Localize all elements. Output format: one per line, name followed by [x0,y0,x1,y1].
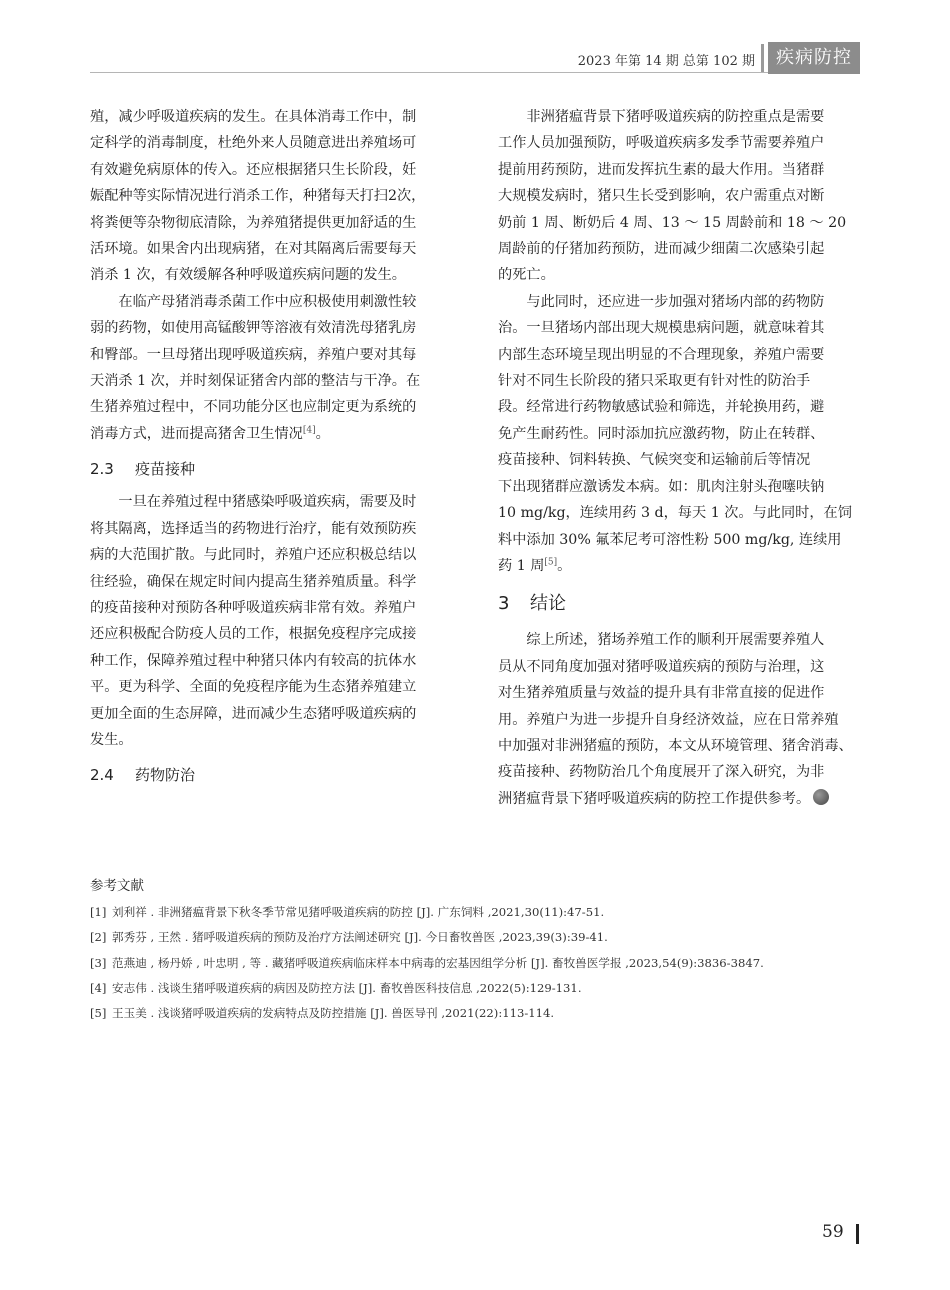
header-rule [90,72,770,73]
reference-text: 郭秀芬 , 王然 . 猪呼吸道疾病的预防及治疗方法阐述研究 [J]. 今日畜牧兽医 ,2023,39(3):39-41. [112,930,608,945]
right-column [498,104,860,812]
reference-text: 安志伟 . 浅谈生猪呼吸道疾病的病因及防控方法 [J]. 畜牧兽医科技信息 ,2022(5):129-131. [112,980,582,995]
reference-number: [4] [90,980,107,995]
reference-number: [5] [90,1006,107,1021]
article-end-icon [813,789,829,805]
heading-2-3-title: 疫苗接种 [135,460,196,479]
left-paragraph-3: 一旦在养殖过程中猪感染呼吸道疾病，需要及时 将其隔离，选择适当的药物进行治疗，能有效预防疾 病的大范围扩散。与此同时，养殖户还应积极总结以 往经验，确保在规定时间内提高生猪养殖质量。科学 的疫苗接种对预防各种呼吸道疾病非常有效。养殖户 还应积极配合防疫人员的工作，根据免疫程序完成接 种工作，保障养殖过程中种猪只体内有较高的抗体水 平。更为科学、全面的免疫程序能为生态猪养殖建立 更加全面的生态屏障，进而减少生态猪呼吸道疾病的 发生。 [90,494,417,748]
reference-number: [2] [90,930,107,945]
left-paragraph-1: 殖，减少呼吸道疾病的发生。在具体消毒工作中，制 定科学的消毒制度，杜绝外来人员随意进出养殖场可 有效避免病原体的传入。还应根据猪只生长阶段，妊 娠配种等实际情况进行消杀工作，种猪每天打扫2次， 将粪便等杂物彻底清除，为养殖猪提供更加舒适的生 活环境。如果舍内出现病猪，在对其隔离后需要每天 消杀 1 次，有效缓解各种呼吸道疾病问题的发生。 [90,109,426,284]
references-title: 参考文献 [90,878,144,894]
reference-item [90,904,870,920]
right-paragraph-2-end: 。 [557,557,572,574]
header-divider [761,44,764,72]
reference-number: [1] [90,905,107,919]
reference-item [90,955,870,971]
left-paragraph-2 [90,289,452,447]
section-tag: 疾病防控 [768,42,860,74]
reference-text: 刘利祥 . 非洲猪瘟背景下秋冬季节常见猪呼吸道疾病的防控 [J]. 广东饲料 ,2021,30(11):47-51. [112,905,605,919]
reference-number: [3] [90,955,107,970]
references [90,874,870,1030]
issue-info: 2023 年第 14 期 总第 102 期 [577,54,755,69]
right-paragraph-1: 非洲猪瘟背景下猪呼吸道疾病的防控重点是需要 工作人员加强预防，呼吸道疾病多发季节需要养殖户 提前用药预防，进而发挥抗生素的最大作用。当猪群 大规模发病时，猪只生长受到影响，农户需重点对断 奶前 1 周、断奶后 4 周、13 ～ 15 周龄前和 18 ～ 20 周龄前的仔猪加药预防，进而减少细菌二次感染引起 的死亡。 [498,109,847,284]
citation-4: [4] [302,425,316,436]
reference-text: 王玉美 . 浅谈猪呼吸道疾病的发病特点及防控措施 [J]. 兽医导刊 ,2021(22):113-114. [112,1006,555,1021]
reference-item [90,1005,870,1021]
heading-3-title: 结论 [530,593,566,615]
left-column [90,104,452,795]
heading-2-3 [90,457,452,481]
heading-2-3-number: 2.3 [90,460,114,479]
left-paragraph-2-end: 。 [315,425,330,442]
right-paragraph-2-text: 与此同时，还应进一步加强对猪场内部的药物防 治。一旦猪场内部出现大规模患病问题，就意味着其 内部生态环境呈现出明显的不合理现象，养殖户需要 针对不同生长阶段的猪只采取更有针对性的防治手 段。经常进行药物敏感试验和筛选，并轮换用药，避 免产生耐药性。同时添加抗应激药物，防止在转群、 疫苗接种、饲料转换、气候突变和运输前后等情况 下出现猪群应激诱发本病。如：肌肉注射头孢噻呋钠 10 mg/kg，连续用药 3 d，每天 1 次。与此同时，在饲 料中添加 30% 氟苯尼考可溶性粉 500 mg/kg, 连续用 药 1 周 [498,293,852,574]
right-paragraph-3-text: 综上所述，猪场养殖工作的顺利开展需要养殖人 员从不同角度加强对猪呼吸道疾病的预防与治理，这 对生猪养殖质量与效益的提升具有非常直接的促进作 用。养殖户为进一步提升自身经济效益，应在日常养殖 中加强对非洲猪瘟的预防，本文从环境管理、猪舍消毒、 疫苗接种、药物防治几个角度展开了深入研究，为非 洲猪瘟背景下猪呼吸道疾病的防控工作提供参考。 [498,632,853,807]
heading-2-4-title: 药物防治 [135,766,196,785]
heading-3-number: 3 [498,593,510,615]
page-number: 59 [822,1222,844,1242]
left-paragraph-2-text: 在临产母猪消毒杀菌工作中应积极使用刺激性较 弱的药物，如使用高锰酸钾等溶液有效清洗母猪乳房 和臀部。一旦母猪出现呼吸道疾病，养殖户要对其每 天消杀 1 次，并时刻保证猪舍内部的整洁与干净。在 生猪养殖过程中，不同功能分区也应制定更为系统的 消毒方式，进而提高猪舍卫生情况 [90,293,421,442]
right-paragraph-3 [498,627,860,812]
heading-3 [498,591,860,617]
reference-item [90,929,870,945]
right-paragraph-2 [498,289,860,579]
citation-5: [5] [544,557,558,568]
reference-item [90,980,870,996]
page-number-bar [856,1224,859,1244]
heading-2-4 [90,763,452,787]
reference-text: 范燕迪 , 杨丹娇 , 叶忠明 , 等 . 藏猪呼吸道疾病临床样本中病毒的宏基因组学分析 [J]. 畜牧兽医学报 ,2023,54(9):3836-3847. [112,955,764,970]
heading-2-4-number: 2.4 [90,766,114,785]
